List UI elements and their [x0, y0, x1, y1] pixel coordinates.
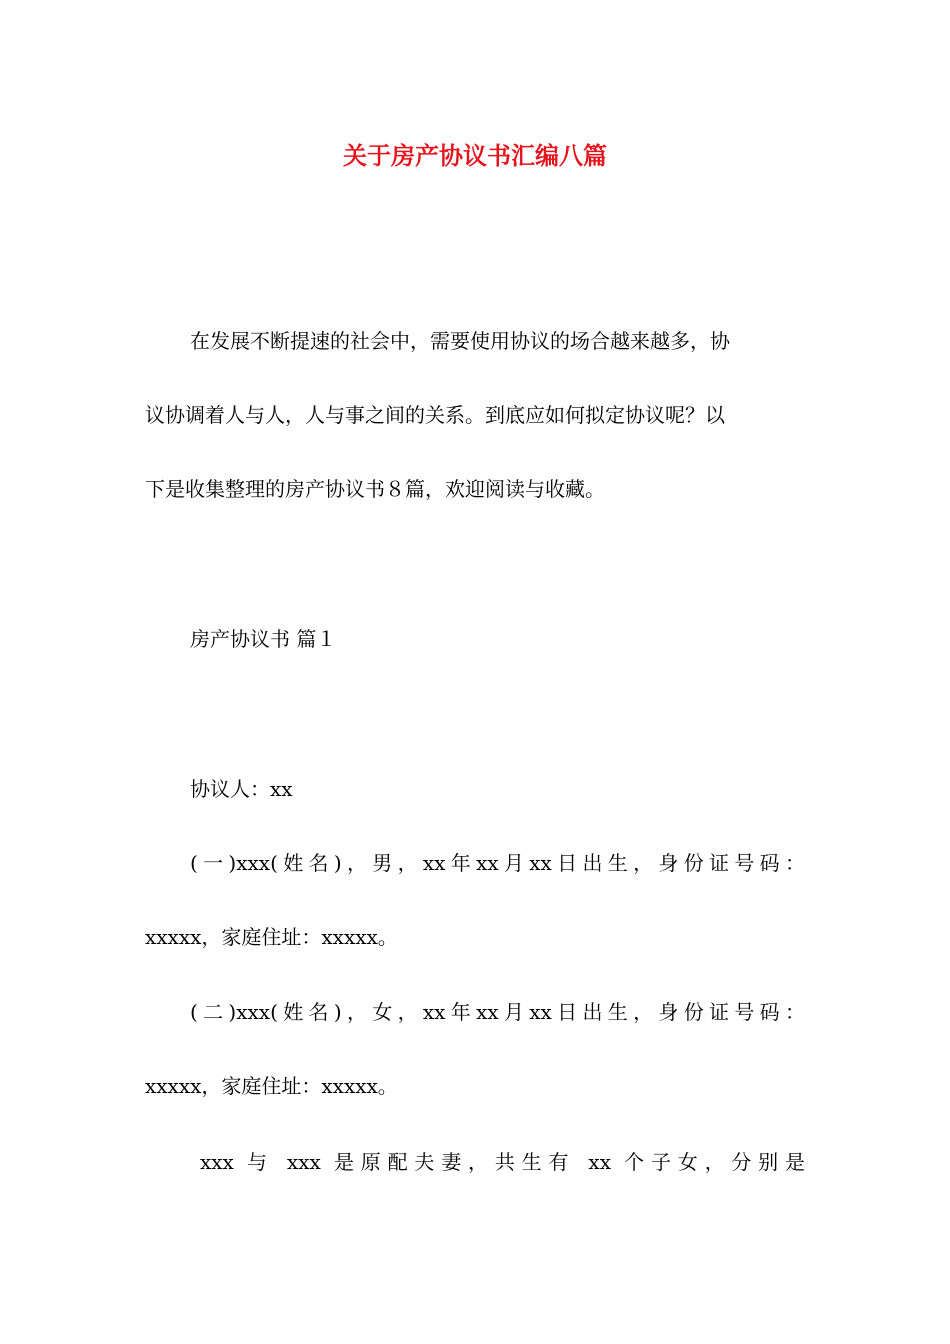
- party2-line-2: xxxxx，家庭住址：xxxxx。: [145, 1074, 398, 1098]
- document-title: 关于房产协议书汇编八篇: [343, 142, 607, 170]
- marriage-line: xxx 与 xxx 是原配夫妻，共生有 xx 个子女，分别是: [200, 1150, 805, 1174]
- party1-line-2: xxxxx，家庭住址：xxxxx。: [145, 925, 398, 949]
- party-label: 协议人：xx: [190, 777, 293, 801]
- intro-line-2: 议协调着人与人，人与事之间的关系。到底应如何拟定协议呢？以: [145, 403, 725, 427]
- section-heading: 房产协议书 篇１: [190, 627, 337, 651]
- party2-line-1: (二)xxx(姓名)，女，xx年xx月xx日出生，身份证号码：: [190, 1000, 805, 1024]
- intro-line-3: 下是收集整理的房产协议书８篇，欢迎阅读与收藏。: [145, 477, 605, 501]
- intro-line-1: 在发展不断提速的社会中，需要使用协议的场合越来越多，协: [190, 329, 730, 353]
- party1-line-1: (一)xxx(姓名)，男，xx年xx月xx日出生，身份证号码：: [190, 851, 805, 875]
